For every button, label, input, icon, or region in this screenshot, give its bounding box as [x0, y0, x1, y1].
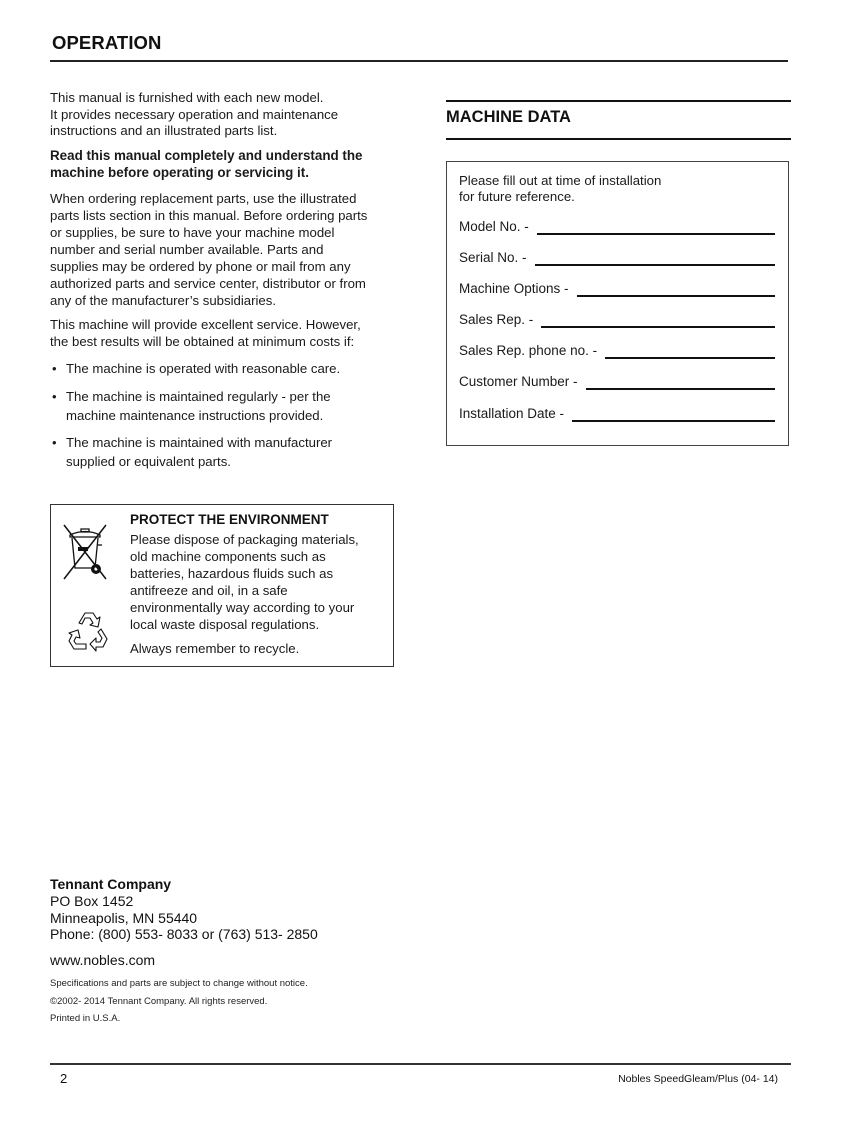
environment-title: PROTECT THE ENVIRONMENT — [130, 512, 329, 527]
installation-date-field[interactable] — [459, 402, 775, 422]
environment-text — [130, 532, 392, 633]
list-item-text: supplied or equivalent parts. — [66, 454, 231, 469]
sales-rep-field[interactable] — [459, 308, 775, 328]
list-item-text: The machine is maintained with manufacturer — [66, 434, 333, 450]
bullet-icon: • — [52, 434, 57, 450]
disclaimer-text: Specifications and parts are subject to change without notice. — [50, 978, 308, 989]
paragraph-line: This machine will provide excellent service. However, — [50, 317, 361, 332]
sales-rep-phone-input-line[interactable] — [605, 357, 775, 359]
paragraph-line: authorized parts and service center, distributor or from — [50, 276, 366, 291]
sales-rep-phone-field[interactable] — [459, 339, 775, 359]
installation-date-input-line[interactable] — [572, 420, 775, 422]
printed-in-text: Printed in U.S.A. — [50, 1013, 121, 1024]
text-line: Please dispose of packaging materials, — [130, 532, 359, 547]
copyright-text: ©2002- 2014 Tennant Company. All rights reserved. — [50, 996, 268, 1007]
read-manual-warning — [50, 148, 400, 181]
service-paragraph — [50, 317, 400, 350]
machine-data-form — [446, 161, 789, 446]
header-divider — [50, 60, 788, 62]
text-line: local waste disposal regulations. — [130, 616, 320, 632]
field-label: Sales Rep. - — [459, 312, 534, 327]
paragraph-line: When ordering replacement parts, use the illustrated — [50, 191, 357, 206]
text-line: environmentally way according to your — [130, 599, 355, 615]
warning-line: machine before operating or servicing it. — [50, 164, 309, 180]
list-item — [50, 433, 400, 472]
list-item-text: machine maintenance instructions provided. — [66, 408, 324, 423]
machine-options-field[interactable] — [459, 277, 775, 297]
list-item — [50, 359, 400, 379]
footer-divider — [50, 1063, 791, 1065]
machine-data-instructions — [459, 173, 661, 204]
address-line: PO Box 1452 — [50, 892, 134, 909]
list-item — [50, 387, 400, 426]
address-line: Minneapolis, MN 55440 — [50, 909, 198, 926]
field-label: Sales Rep. phone no. - — [459, 343, 598, 358]
paragraph-line: the best results will be obtained at minimum costs if: — [50, 333, 355, 349]
customer-number-input-line[interactable] — [586, 388, 775, 390]
page-number: 2 — [60, 1071, 68, 1086]
intro-line: This manual is furnished with each new model. — [50, 90, 324, 105]
document-identifier: Nobles SpeedGleam/Plus (04- 14) — [618, 1073, 778, 1085]
phone-numbers: Phone: (800) 553- 8033 or (763) 513- 2850 — [50, 926, 318, 943]
paragraph-line: or supplies, be sure to have your machine model — [50, 225, 335, 240]
paragraph-line: any of the manufacturer’s subsidiaries. — [50, 293, 277, 308]
serial-number-field[interactable] — [459, 246, 775, 266]
model-number-field[interactable] — [459, 215, 775, 235]
recycle-reminder: Always remember to recycle. — [130, 641, 300, 656]
field-label: Model No. - — [459, 219, 529, 234]
field-label: Customer Number - — [459, 374, 578, 389]
paragraph-line: supplies may be ordered by phone or mail from any — [50, 259, 351, 274]
paragraph-line: parts lists section in this manual. Before ordering parts — [50, 208, 368, 223]
paragraph-line: number and serial number available. Parts and — [50, 242, 324, 257]
protect-environment-box — [50, 504, 394, 667]
page-title: OPERATION — [52, 32, 162, 53]
text-line: batteries, hazardous fluids such as — [130, 565, 334, 581]
conditions-list — [50, 359, 400, 481]
sales-rep-input-line[interactable] — [541, 326, 775, 328]
list-item-text: The machine is maintained regularly - per the — [66, 388, 331, 404]
bullet-icon: • — [52, 388, 57, 404]
machine-data-top-rule — [446, 100, 791, 102]
machine-data-title: MACHINE DATA — [446, 108, 571, 126]
instruction-line: Please fill out at time of installation — [459, 173, 662, 188]
intro-line: It provides necessary operation and maintenance — [50, 106, 339, 122]
intro-line: instructions and an illustrated parts list. — [50, 123, 278, 139]
field-label: Machine Options - — [459, 281, 569, 296]
recycle-icon — [63, 607, 111, 657]
field-label: Installation Date - — [459, 406, 565, 421]
model-number-input-line[interactable] — [537, 233, 775, 235]
field-label: Serial No. - — [459, 250, 527, 265]
website-link[interactable]: www.nobles.com — [50, 952, 156, 968]
crossed-out-wheelie-bin-icon — [62, 523, 108, 581]
bullet-icon: • — [52, 361, 57, 376]
text-line: old machine components such as — [130, 548, 326, 564]
serial-number-input-line[interactable] — [535, 264, 775, 266]
warning-line: Read this manual completely and understand the — [50, 148, 363, 163]
text-line: antifreeze and oil, in a safe — [130, 582, 288, 598]
instruction-line: for future reference. — [459, 188, 575, 204]
intro-paragraph — [50, 90, 400, 140]
company-contact — [50, 876, 318, 943]
machine-data-bottom-rule — [446, 138, 791, 140]
machine-options-input-line[interactable] — [577, 295, 775, 297]
parts-ordering-paragraph — [50, 190, 400, 309]
company-name: Tennant Company — [50, 876, 172, 892]
list-item-text: The machine is operated with reasonable care. — [66, 361, 341, 376]
customer-number-field[interactable] — [459, 370, 775, 390]
